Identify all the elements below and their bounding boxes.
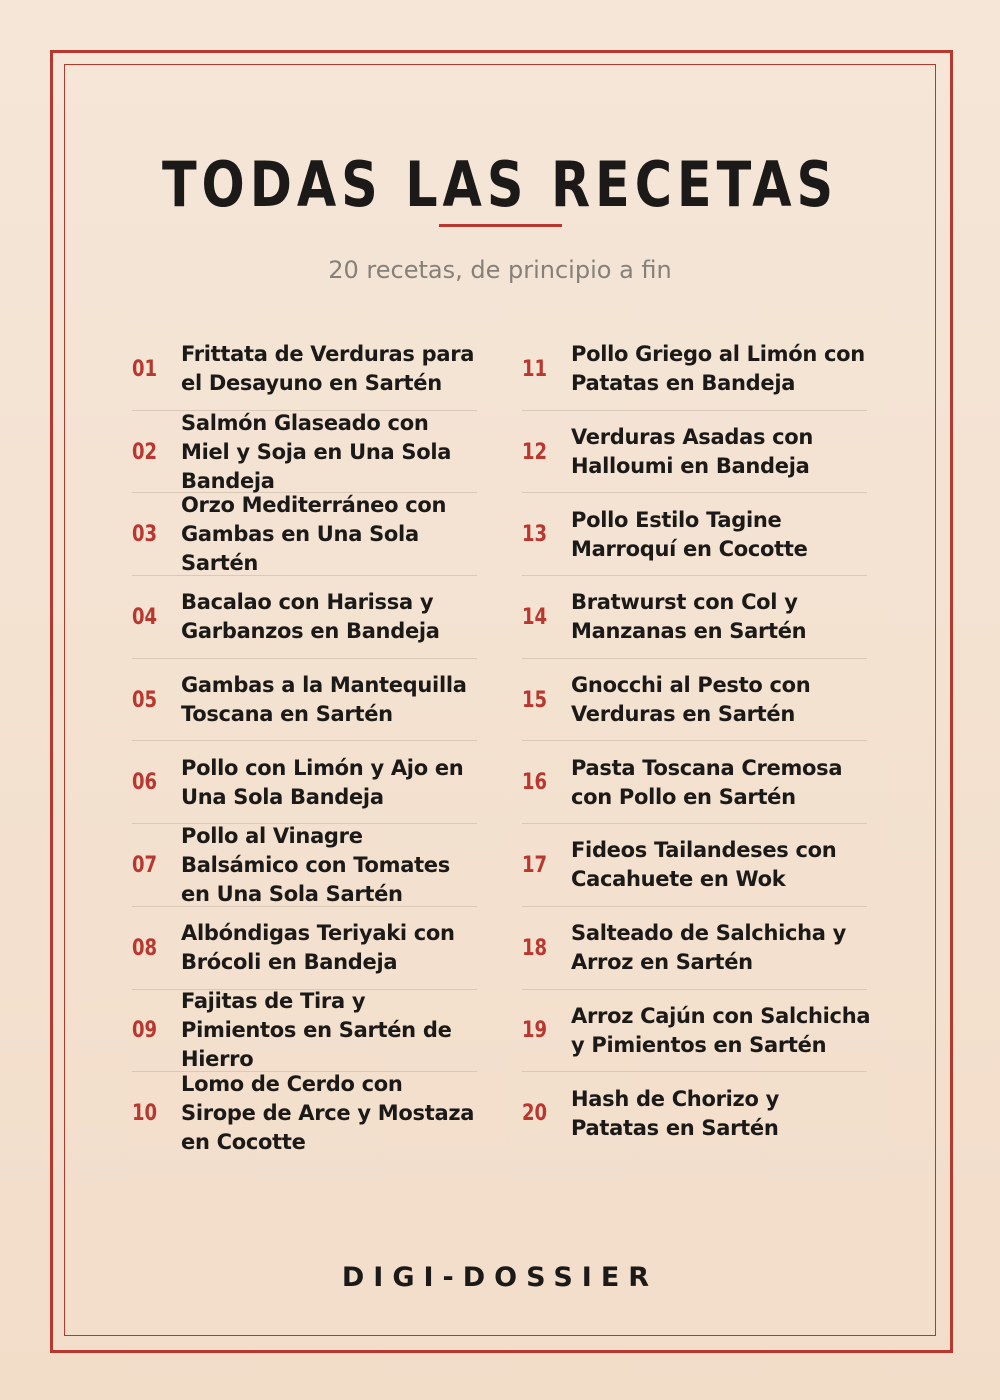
recipe-name: Bratwurst con Col y Manzanas en Sartén	[571, 590, 807, 644]
recipe-name: Pasta Toscana Cremosa con Pollo en Sartén	[571, 755, 843, 809]
recipe-item	[132, 576, 477, 659]
recipe-item	[132, 1072, 477, 1155]
recipe-name: Gambas a la Mantequilla Toscana en Sartén	[181, 673, 467, 727]
recipe-name: Albóndigas Teriyaki con Brócoli en Bandeja	[181, 921, 455, 975]
recipe-number: 15	[522, 687, 548, 713]
recipe-item	[132, 493, 477, 576]
recipe-list-left	[132, 328, 477, 1155]
recipe-item	[522, 824, 867, 907]
recipe-item	[522, 493, 867, 576]
recipe-number: 10	[132, 1101, 158, 1127]
recipe-number: 08	[132, 935, 158, 961]
recipe-name: Arroz Cajún con Salchicha y Pimientos en Sartén	[571, 1003, 871, 1057]
recipe-item	[132, 659, 477, 742]
recipe-item	[132, 907, 477, 990]
recipe-number: 09	[132, 1018, 158, 1044]
recipe-item	[522, 907, 867, 990]
recipe-item	[132, 328, 477, 411]
recipe-list-right	[522, 328, 871, 1155]
recipe-item	[522, 411, 867, 494]
recipe-name: Bacalao con Harissa y Garbanzos en Bandeja	[181, 590, 440, 644]
recipe-number: 03	[132, 522, 158, 548]
recipe-item	[522, 659, 867, 742]
recipe-number: 16	[522, 770, 548, 796]
recipe-item	[132, 741, 477, 824]
recipe-number: 02	[132, 439, 158, 465]
recipe-name: Hash de Chorizo y Patatas en Sartén	[571, 1086, 779, 1140]
recipe-number: 07	[132, 852, 158, 878]
recipe-number: 06	[132, 770, 158, 796]
recipe-number: 17	[522, 852, 548, 878]
recipe-item	[522, 1072, 867, 1155]
recipe-number: 13	[522, 522, 548, 548]
recipe-name: Lomo de Cerdo con Sirope de Arce y Mostaza en Cocotte	[181, 1072, 475, 1155]
recipe-name: Frittata de Verduras para el Desayuno en Sartén	[181, 342, 475, 396]
page-title: TODAS LAS RECETAS	[161, 148, 839, 221]
recipe-name: Pollo Estilo Tagine Marroquí en Cocotte	[571, 507, 808, 561]
page-subtitle: 20 recetas, de principio a fin	[328, 256, 672, 284]
recipe-name: Salmón Glaseado con Miel y Soja en Una Sola Bandeja	[181, 410, 452, 493]
recipe-name: Salteado de Salchicha y Arroz en Sartén	[571, 921, 847, 975]
recipe-name: Orzo Mediterráneo con Gambas en Una Sola Sartén	[181, 493, 447, 576]
recipe-name: Fideos Tailandeses con Cacahuete en Wok	[571, 838, 837, 892]
title-underline	[439, 224, 562, 227]
recipe-item	[522, 328, 867, 411]
recipe-number: 01	[132, 356, 158, 382]
recipe-item	[522, 741, 867, 824]
recipe-number: 19	[522, 1018, 548, 1044]
recipe-name: Fajitas de Tira y Pimientos en Sartén de Hierro	[181, 989, 452, 1072]
recipe-number: 20	[522, 1101, 548, 1127]
brand-footer: DIGI-DOSSIER	[341, 1262, 659, 1293]
recipe-item	[522, 576, 867, 659]
recipe-number: 18	[522, 935, 548, 961]
recipe-number: 04	[132, 604, 158, 630]
recipe-name: Gnocchi al Pesto con Verduras en Sartén	[571, 673, 811, 727]
recipe-item	[522, 990, 871, 1073]
recipe-number: 12	[522, 439, 548, 465]
recipe-name: Verduras Asadas con Halloumi en Bandeja	[571, 425, 814, 479]
recipe-number: 05	[132, 687, 158, 713]
recipe-item	[132, 824, 477, 907]
recipe-item	[132, 411, 477, 494]
recipe-name: Pollo con Limón y Ajo en Una Sola Bandeja	[181, 755, 464, 809]
recipe-name: Pollo Griego al Limón con Patatas en Bandeja	[571, 342, 865, 396]
recipe-number: 11	[522, 356, 548, 382]
recipe-item	[132, 990, 477, 1073]
recipe-name: Pollo al Vinagre Balsámico con Tomates en Una Sola Sartén	[181, 823, 450, 906]
recipe-number: 14	[522, 604, 548, 630]
